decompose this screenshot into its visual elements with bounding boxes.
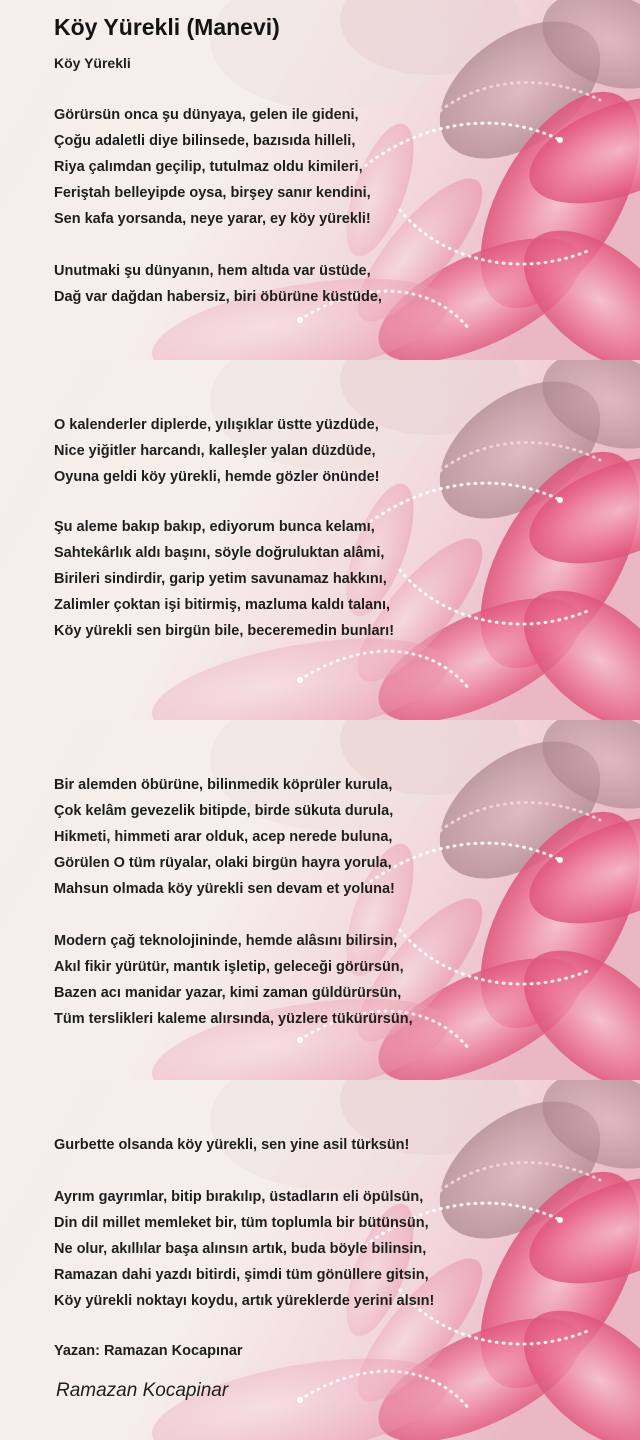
stanza <box>54 772 395 902</box>
poem-line: Çok kelâm gevezelik bitipde, birde sükuta durula, <box>54 803 394 819</box>
poem-line: O kalenderler diplerde, yılışıklar üstte yüzdüde, <box>54 417 379 433</box>
poem-line: Şu aleme bakıp bakıp, ediyorum bunca kelamı, <box>54 519 375 535</box>
poem-line: Bir alemden öbürüne, bilinmedik köprüler kurula, <box>54 777 393 793</box>
poem-line: Modern çağ teknolojininde, hemde alâsını bilirsin, <box>54 933 398 949</box>
poem-line: Görülen O tüm rüyalar, olaki birgün hayra yorula, <box>54 855 392 871</box>
poem-line: Mahsun olmada köy yürekli sen devam et yoluna! <box>54 881 395 897</box>
poem-line: Din dil millet memleket bir, tüm toplumla bir bütünsün, <box>54 1215 429 1231</box>
poem-line: Birileri sindirdir, garip yetim savunamaz hakkını, <box>54 571 387 587</box>
stanza <box>54 258 382 310</box>
poem-line: Zalimler çoktan işi bitirmiş, mazluma kaldı talanı, <box>54 597 391 613</box>
stanza <box>54 102 371 232</box>
poem-line: Çoğu adaletli diye bilinsede, bazısıda hilleli, <box>54 133 356 149</box>
poem-line: Ne olur, akıllılar başa alınsın artık, buda böyle bilinsin, <box>54 1241 427 1257</box>
poem-title: Köy Yürekli (Manevi) <box>54 14 280 40</box>
poem-line: Tüm terslikleri kaleme alırsında, yüzlere tükürürsün, <box>54 1011 413 1027</box>
poem-line: Riya çalımdan geçilip, tutulmaz oldu kimileri, <box>54 159 363 175</box>
poem-line: Bazen acı manidar yazar, kimi zaman güldürürsün, <box>54 985 402 1001</box>
poem-line: Sen kafa yorsanda, neye yarar, ey köy yürekli! <box>54 211 371 227</box>
poem-line: Nice yiğitler harcandı, kalleşler yalan düzdüde, <box>54 443 376 459</box>
poem-line: Köy yürekli sen birgün bile, beceremedin bunları! <box>54 623 395 639</box>
poem-line: Ayrım gayrımlar, bitip bırakılıp, üstadların eli öpülsün, <box>54 1189 424 1205</box>
author-signature: Ramazan Kocapinar <box>56 1380 229 1401</box>
poem-subtitle: Köy Yürekli <box>54 55 131 71</box>
poem-line: Akıl fikir yürütür, mantık işletip, geleceği görürsün, <box>54 959 404 975</box>
stanza <box>54 412 380 490</box>
poem-line: Hikmeti, himmeti arar olduk, acep nerede buluna, <box>54 829 393 845</box>
stanza <box>54 1132 409 1158</box>
stanza <box>54 1184 434 1314</box>
poem-line: Feriştah belleyipde oysa, birşey sanır kendini, <box>54 185 371 201</box>
poem-line: Köy yürekli noktayı koydu, artık yüreklerde yerini alsın! <box>54 1293 435 1309</box>
author-credit: Yazan: Ramazan Kocapınar <box>54 1343 243 1359</box>
poem-line: Gurbette olsanda köy yürekli, sen yine asil türksün! <box>54 1137 410 1153</box>
poem-line: Unutmaki şu dünyanın, hem altıda var üstüde, <box>54 263 371 279</box>
poem-line: Görürsün onca şu dünyaya, gelen ile gideni, <box>54 107 359 123</box>
poem-line: Oyuna geldi köy yürekli, hemde gözler önünde! <box>54 469 380 485</box>
poem-line: Sahtekârlık aldı başını, söyle doğruluktan alâmi, <box>54 545 385 561</box>
poem-line: Ramazan dahi yazdı bitirdi, şimdi tüm gönüllere gitsin, <box>54 1267 429 1283</box>
stanza <box>54 928 413 1032</box>
poem-line: Dağ var dağdan habersiz, biri öbürüne küstüde, <box>54 289 382 305</box>
stanza <box>54 514 394 644</box>
